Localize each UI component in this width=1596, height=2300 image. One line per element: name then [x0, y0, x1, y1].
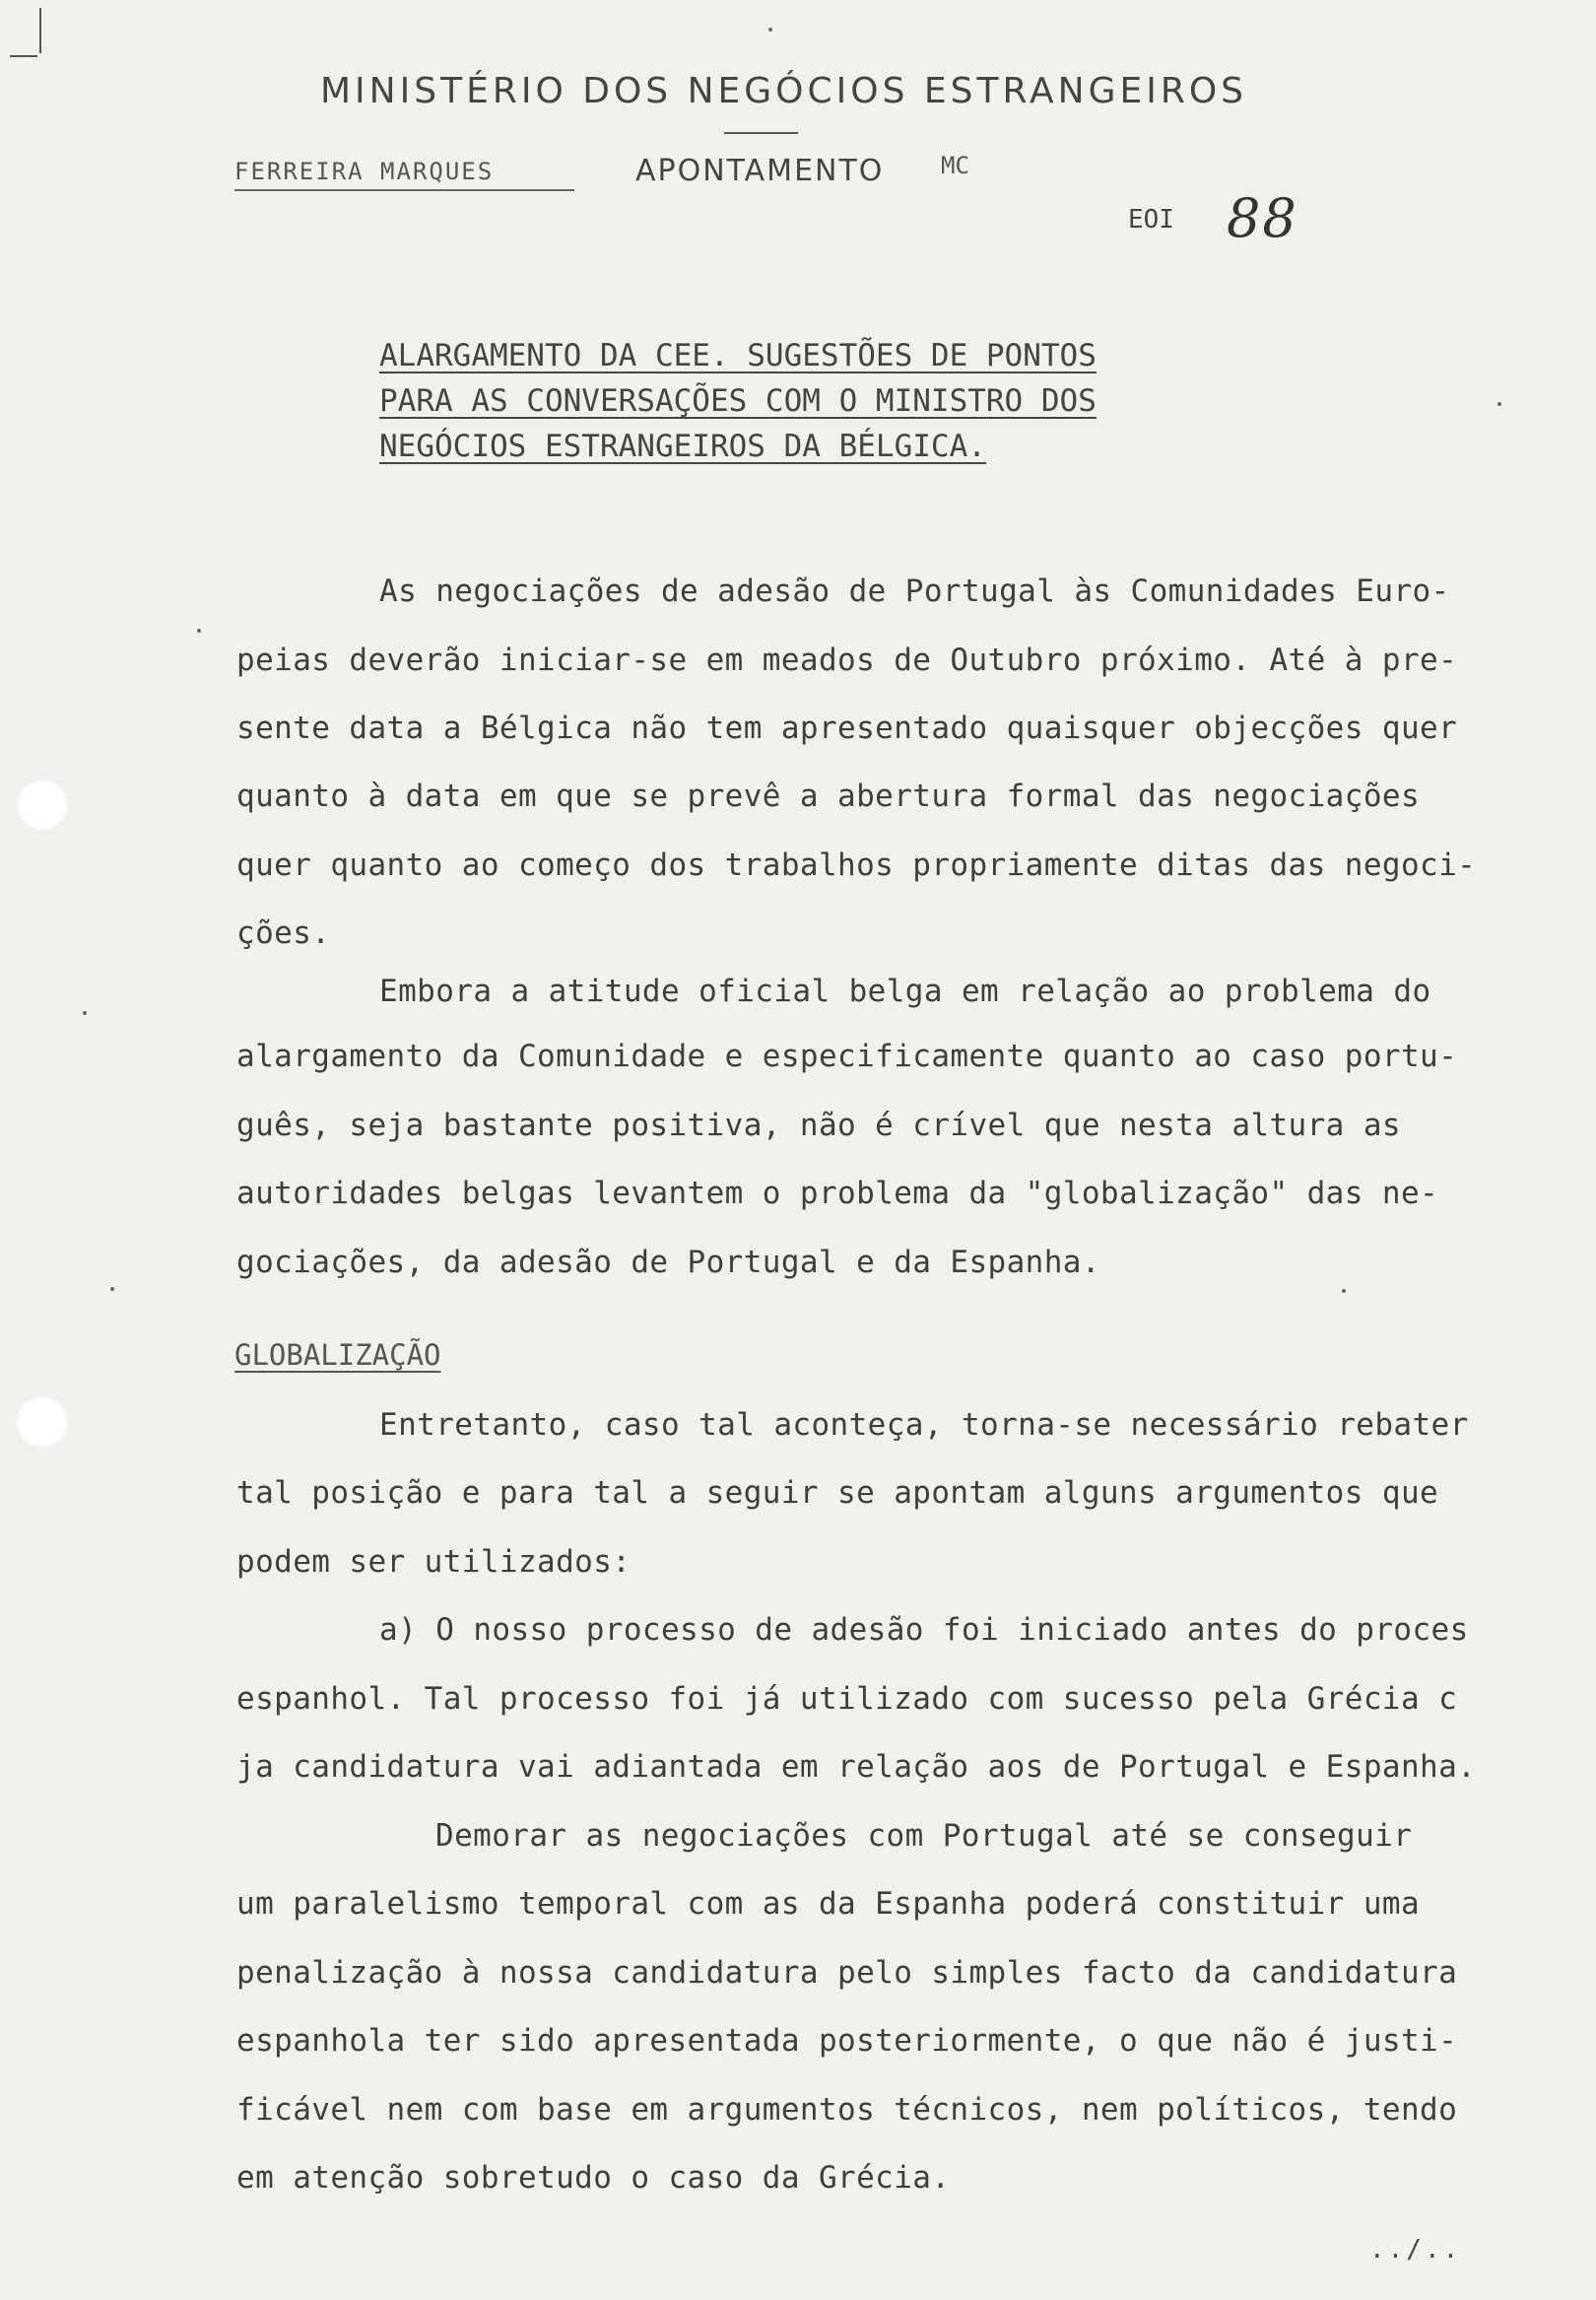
subject-line: ALARGAMENTO DA CEE. SUGESTÕES DE PONTOS [379, 338, 1097, 373]
ministry-title: MINISTÉRIO DOS NEGÓCIOS ESTRANGEIROS [320, 71, 1248, 111]
body-line: alargamento da Comunidade e especificamente quanto ao caso portu- [236, 1039, 1458, 1074]
author-initials: MC [941, 152, 969, 179]
body-line: ções. [236, 915, 331, 951]
eoi-label: EOI [1128, 205, 1174, 235]
punch-hole-top [16, 778, 69, 832]
subject-block [379, 333, 1197, 469]
author-underline [234, 189, 574, 191]
document-type: APONTAMENTO [635, 154, 885, 188]
body-line: a) O nosso processo de adesão foi iniciado antes do proces [379, 1612, 1469, 1648]
body-line: quer quanto ao começo dos trabalhos propriamente ditas das negoci- [236, 847, 1477, 883]
body-line: ja candidatura vai adiantada em relação aos de Portugal e Espanha. [236, 1749, 1477, 1785]
title-rule [724, 132, 798, 134]
subject-line: PARA AS CONVERSAÇÕES COM O MINISTRO DOS [379, 383, 1097, 419]
body-line: autoridades belgas levantem o problema da "globalização" das ne- [236, 1176, 1439, 1211]
corner-mark [10, 55, 37, 57]
body-line: espanhola ter sido apresentada posteriormente, o que não é justi- [236, 2023, 1458, 2059]
speck [83, 1011, 87, 1015]
body-line: peias deverão iniciar-se em meados de Outubro próximo. Até à pre- [236, 643, 1458, 678]
body-line: Entretanto, caso tal aconteça, torna-se necessário rebater [379, 1407, 1469, 1443]
body-line: ficável nem com base em argumentos técnicos, nem políticos, tendo [236, 2092, 1458, 2128]
author-name: FERREIRA MARQUES [234, 158, 495, 185]
speck [110, 1287, 114, 1291]
body-line: em atenção sobretudo o caso da Grécia. [236, 2160, 951, 2196]
body-line: gociações, da adesão de Portugal e da Espanha. [236, 1245, 1100, 1280]
body-line: sente data a Bélgica não tem apresentado quaisquer objecções quer [236, 710, 1458, 746]
body-line: As negociações de adesão de Portugal às Comunidades Euro- [379, 574, 1450, 609]
corner-mark [39, 8, 41, 53]
body-line: Embora a atitude oficial belga em relação ao problema do [379, 974, 1431, 1009]
subject-line: NEGÓCIOS ESTRANGEIROS DA BÉLGICA. [379, 429, 986, 464]
speck [1497, 402, 1501, 406]
body-line: podem ser utilizados: [236, 1544, 632, 1580]
body-line: penalização à nossa candidatura pelo simples facto da candidatura [236, 1955, 1458, 1991]
body-line: guês, seja bastante positiva, não é crível que nesta altura as [236, 1108, 1401, 1143]
body-line: espanhol. Tal processo foi já utilizado com sucesso pela Grécia c [236, 1681, 1458, 1717]
section-heading: GLOBALIZAÇÃO [234, 1338, 441, 1372]
body-line: tal posição e para tal a seguir se apontam alguns argumentos que [236, 1475, 1439, 1511]
speck [197, 629, 201, 633]
continuation-mark: ../.. [1369, 2235, 1462, 2265]
eoi-handwritten-number: 88 [1227, 187, 1298, 249]
body-line: um paralelismo temporal com as da Espanha poderá constituir uma [236, 1886, 1421, 1922]
body-line: Demorar as negociações com Portugal até se conseguir [435, 1818, 1413, 1854]
body-line: quanto à data em que se prevê a abertura formal das negociações [236, 778, 1421, 814]
punch-hole-bottom [16, 1395, 69, 1449]
speck [1342, 1289, 1346, 1293]
speck [768, 28, 772, 32]
